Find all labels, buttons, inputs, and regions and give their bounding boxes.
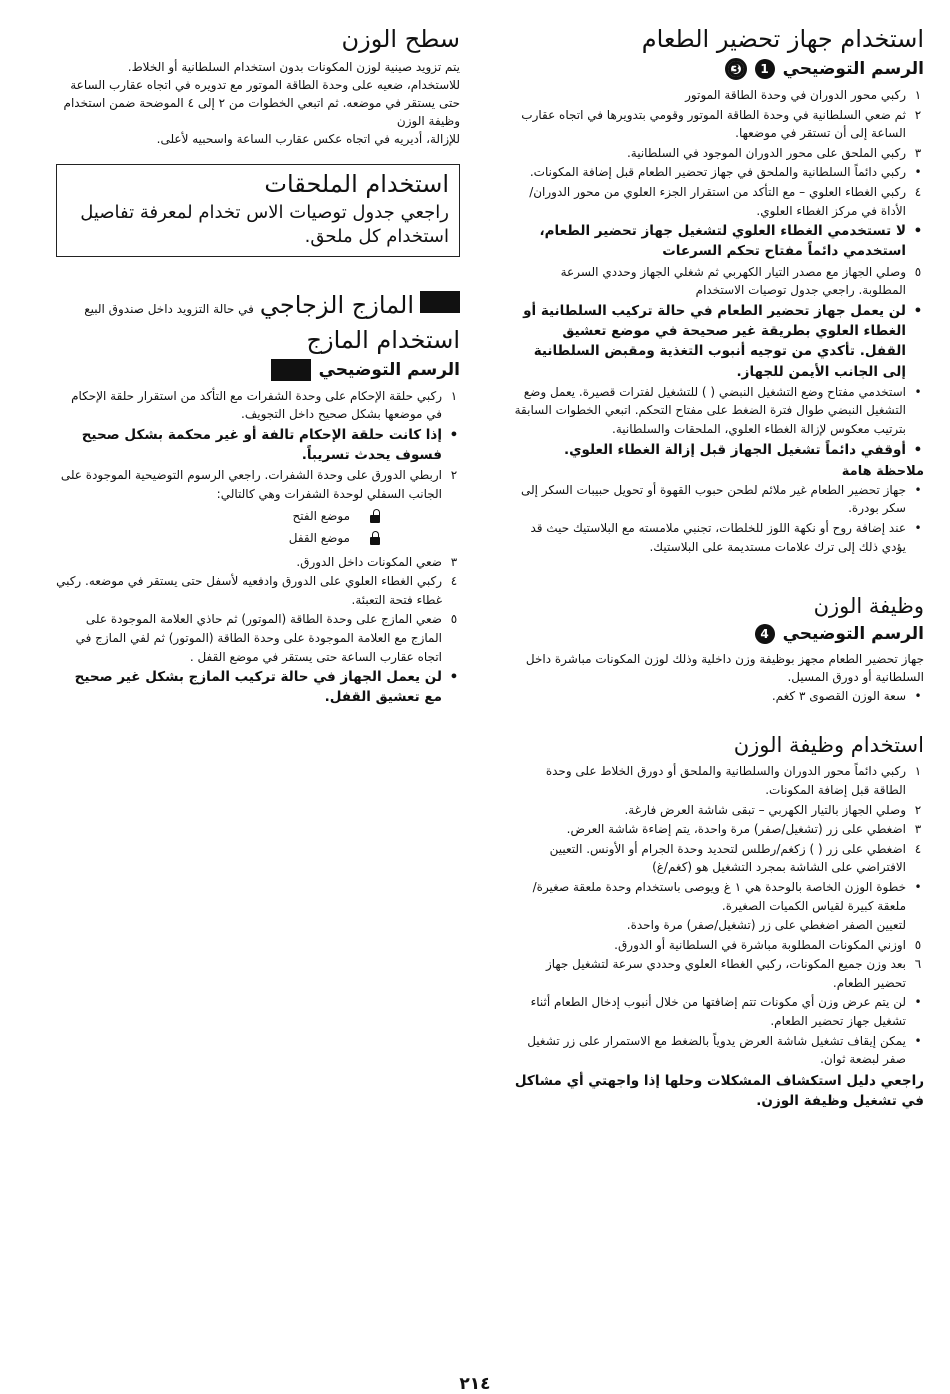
list-item: ١ ركبي دائماً محور الدوران والسلطانية والملحق أو دورق الخلاط على وحدة الطاقة قبل إضافة المكونات.	[545, 764, 922, 797]
scale-paragraph: للإزالة، أديريه في اتجاه عكس عقارب الساعة واسحبيه لأعلى.	[156, 132, 460, 146]
scale-paragraph: للاستخدام، ضعيه على وحدة الطاقة الموتور مع تدويره في اتجاه عقارب الساعة حتى يستقر في موضعه. ثم اتبعي الخطوات من ٢ إلى ٤ الموضحة ضمن استخدام وظيفة الوزن	[63, 78, 460, 128]
figure-label: الرسم التوضيحي	[782, 623, 924, 644]
list-item: ٦ بعد وزن جميع المكونات، ركبي الغطاء العلوي وحددي سرعة لتشغيل جهاز تحضير الطعام.	[545, 957, 922, 990]
warning-item: • لن يعمل جهاز تحضير الطعام في حالة تركيب السلطانية أو الغطاء العلوي بطريقة غير صحيحة في موضع تعشيق القفل. تأكدي من توجيه أنبوب التغذية ومقبض السلطانية إلى الجانب الأيمن للجهاز.	[523, 302, 923, 380]
use-weighing-title: استخدام وظيفة الوزن	[733, 733, 924, 758]
list-item: ٣ ضعي المكونات داخل الدورق.	[296, 554, 458, 569]
scale-paragraph: يتم تزويد صينية لوزن المكونات بدون استخدام السلطانية أو الخلاط.	[127, 60, 460, 74]
accessories-text: راجعي جدول توصيات الاس تخدام لمعرفة تفاصيل استخدام كل ملحق.	[80, 202, 449, 248]
list-item: ٥ وصلي الجهاز مع مصدر التيار الكهربي ثم شغلي الجهاز وحددي السرعة المطلوبة. راجعي جدول توصيات الاستخدام	[560, 264, 922, 298]
figure-reference	[512, 624, 924, 644]
figure-reference	[56, 359, 460, 381]
list-item: ٥ اوزني المكونات المطلوبة مباشرة في السلطانية أو الدورق.	[614, 937, 922, 952]
list-item: ١ ركبي حلقة الإحكام على وحدة الشفرات مع التأكد من استقرار حلقة الإحكام في موضعها بشكل صحيح داخل التجويف.	[71, 388, 458, 422]
weighing-description: جهاز تحضير الطعام مجهز بوظيفة وزن داخلية وذلك لوزن المكونات مباشرة داخل السلطانية أو دورق المسيل.	[525, 651, 924, 684]
list-item: ٥ ضعي المازج على وحدة الطاقة (الموتور) ثم حاذي العلامة الموجودة على المازج مع العلامة الموجودة على وحدة الطاقة (الموتور) ثم لفي المازج في اتجاه عقارب الساعة حتى يستقر في موضع القفل .	[75, 612, 458, 664]
lock-position-row	[56, 531, 380, 547]
note-item: • جهاز تحضير الطعام غير ملائم لطحن حبوب القهوة أو تحويل حبيبات السكر إلى سكر بودرة.	[520, 482, 922, 516]
note-item: • عند إضافة روح أو نكهة اللوز للخلطات، تجنبي ملامسته مع البلاستيك حيث قد يؤدي ذلك إلى ترك علامات مستديمة على البلاستيك.	[530, 521, 922, 554]
list-item: ٢ وصلي الجهاز بالتيار الكهربي – تبقى شاشة العرض فارغة.	[624, 802, 922, 817]
troubleshooting-note: راجعي دليل استكشاف المشكلات وحلها إذا واجهتي أي مشاكل في تشغيل وظيفة الوزن.	[514, 1072, 924, 1110]
list-item: ٤ ركبي الغطاء العلوي – مع التأكد من استقرار الجزء العلوي من محور الدوران/الأداة في مركز الغطاء العلوي.	[529, 184, 922, 218]
lock-label: موضع القفل	[288, 531, 350, 546]
list-item: ٤ اضغطي على زر ( ) زكغم/رطلس لتحديد وحدة الجرام أو الأونس. التعيين الافتراضي على الشاشة بمجرد التشغيل هو (كغم/غ)	[549, 841, 922, 875]
list-item: ٢ ثم ضعي السلطانية في وحدة الطاقة الموتور وقومي بتدويرها في اتجاه عقارب الساعة إلى أن تستقر في موضعها.	[521, 107, 922, 141]
scale-surface-title: سطح الوزن	[341, 25, 460, 53]
list-item: ١ ركبي محور الدوران في وحدة الطاقة الموتور	[685, 88, 922, 102]
figure-reference	[512, 58, 924, 80]
use-mixer-title: استخدام المازج	[306, 325, 460, 354]
note-title: ملاحظة هامة	[841, 463, 924, 479]
accessories-box	[56, 164, 460, 257]
glass-mixer-title: المازج الزجاجي	[259, 290, 414, 319]
figure-number-3: 3	[725, 58, 747, 80]
glass-mixer-heading	[56, 291, 460, 319]
left-column	[56, 24, 460, 709]
list-item: لتعيين الصفر اضغطي على زر (تشغيل/صفر) مرة واحدة.	[626, 918, 906, 933]
unlock-icon	[370, 509, 380, 523]
warning-item: • أوقفي دائماً تشغيل الجهاز قبل إزالة الغطاء العلوي.	[564, 441, 923, 458]
food-processor-title: استخدام جهاز تحضير الطعام	[641, 25, 924, 53]
figure-label: الرسم التوضيحي	[782, 59, 924, 79]
figure-block-icon	[420, 291, 460, 313]
lock-icon	[370, 531, 380, 545]
list-item: ٣ ركبي الملحق على محور الدوران الموجود في السلطانية.	[626, 145, 922, 160]
unlock-position-row	[56, 509, 380, 525]
figure-label: الرسم التوضيحي	[318, 359, 460, 380]
right-column	[512, 24, 924, 1111]
figure-number-1: 1	[755, 59, 775, 79]
list-item: • يمكن إيقاف تشغيل شاشة العرض يدوياً بالضغط مع الاستمرار على زر تشغيل صفر لبضعة ثوان.	[527, 1033, 922, 1067]
warning-item: • لا تستخدمي الغطاء العلوي لتشغيل جهاز تحضير الطعام، استخدمي دائماً مفتاح تحكم السرعات	[539, 223, 923, 260]
glass-mixer-note: في حالة التزويد داخل صندوق البيع	[84, 301, 254, 316]
page-number: ٢١٤	[459, 1374, 491, 1394]
list-item: • سعة الوزن القصوى ٣ كغم.	[771, 688, 922, 703]
list-item: ٢ اربطي الدورق على وحدة الشفرات. راجعي الرسوم التوضيحية الموجودة على الجانب السفلي لوحدة الشفرات وهي كالتالي:	[60, 468, 458, 501]
weighing-function-title: وظيفة الوزن	[813, 594, 924, 619]
unlock-label: موضع الفتح	[292, 509, 350, 524]
accessories-title: استخدام الملحقات	[264, 170, 449, 198]
warning-item: • لن يعمل الجهاز في حالة تركيب المازج بشكل غير صحيح مع تعشيق القفل.	[74, 669, 459, 706]
list-item: • خطوة الوزن الخاصة بالوحدة هي ١ غ ويوصى باستخدام وحدة ملعقة صغيرة/ملعقة كبيرة لقياس الكميات الصغيرة.	[532, 879, 922, 913]
list-item: • استخدمي مفتاح وضع التشغيل النبضي ( ) للتشغيل لفترات قصيرة. يعمل وضع التشغيل النبضي طوال فترة الضغط على مفتاح التحكم. اتبعي الخطوات السابقة بترتيب معكوس لإزالة الغطاء العلوي، الملحقات والسلطانية.	[514, 384, 922, 437]
list-item: ٣ اضغطي على زر (تشغيل/صفر) مرة واحدة، يتم إضاءة شاشة العرض.	[566, 822, 922, 837]
warning-item: • إذا كانت حلقة الإحكام تالفة أو غير محكمة بشكل صحيح فسوف يحدث تسريباً.	[81, 426, 459, 464]
figure-number-4: 4	[755, 624, 775, 644]
list-item: • لن يتم عرض وزن أي مكونات تتم إضافتها من خلال أنبوب إدخال الطعام أثناء تشغيل جهاز تحضير الطعام.	[530, 995, 922, 1029]
list-item: • ركبي دائماً السلطانية والملحق في جهاز تحضير الطعام قبل إضافة المكونات.	[529, 165, 922, 180]
figure-block-icon	[271, 359, 311, 381]
list-item: ٤ ركبي الغطاء العلوي على الدورق وادفعيه لأسفل حتى يستقر في موضعه. ركبي غطاء فتحة التعبئة.	[56, 574, 458, 607]
